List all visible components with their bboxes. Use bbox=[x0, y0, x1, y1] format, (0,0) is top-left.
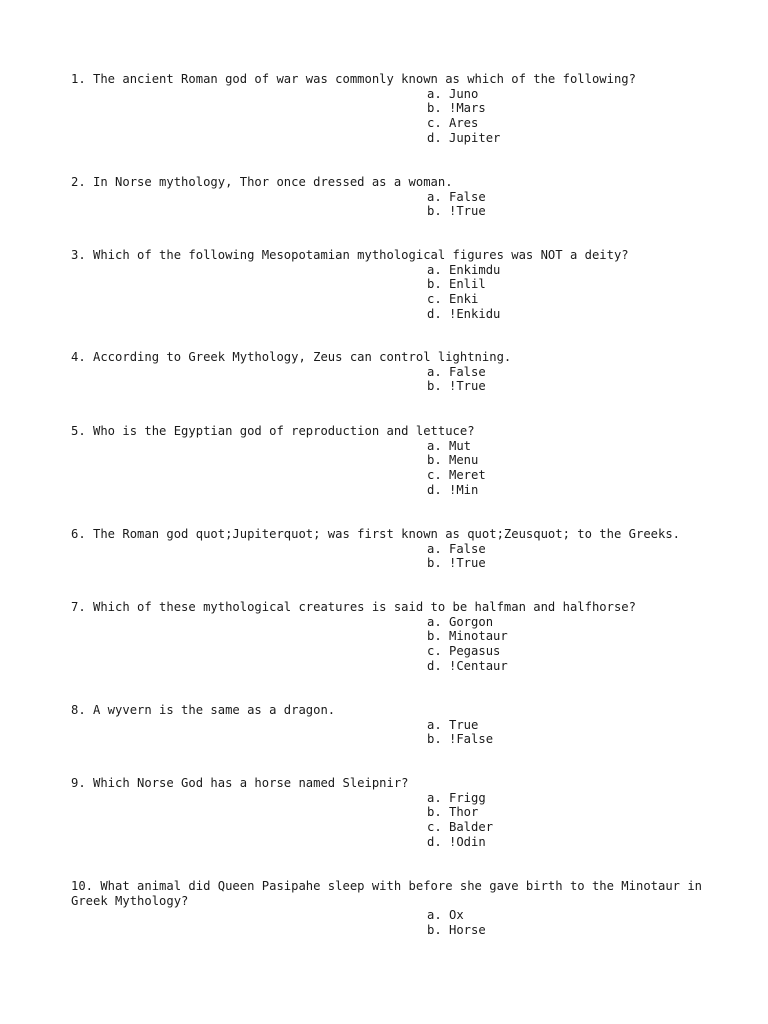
question-7 bbox=[71, 600, 711, 674]
question-text: 10. What animal did Queen Pasipahe sleep with before she gave birth to the Minotaur in Greek Mythology? bbox=[71, 879, 710, 908]
answer-option: a. Juno bbox=[427, 86, 479, 101]
question-10 bbox=[71, 879, 711, 938]
question-1 bbox=[71, 72, 711, 146]
answer-options bbox=[71, 365, 711, 394]
answer-option: c. Balder bbox=[427, 820, 494, 835]
question-3 bbox=[71, 248, 711, 322]
answer-options bbox=[71, 439, 711, 498]
answer-option: c. Ares bbox=[427, 116, 479, 131]
answer-option: a. Mut bbox=[427, 438, 472, 453]
question-5 bbox=[71, 424, 711, 498]
question-8 bbox=[71, 703, 711, 747]
answer-option: c. Pegasus bbox=[427, 644, 501, 659]
answer-option: b. Thor bbox=[427, 805, 479, 820]
question-text: 6. The Roman god quot;Jupiterquot; was first known as quot;Zeusquot; to the Greeks. bbox=[71, 527, 681, 541]
answer-options bbox=[71, 615, 711, 674]
answer-option: b. !Mars bbox=[427, 101, 486, 116]
answer-options bbox=[71, 791, 711, 850]
answer-option: a. Gorgon bbox=[427, 614, 494, 629]
answer-option: a. True bbox=[427, 717, 479, 732]
answer-option: b. Menu bbox=[427, 453, 479, 468]
answer-option: a. False bbox=[427, 189, 486, 204]
question-text: 7. Which of these mythological creatures is said to be halfman and halfhorse? bbox=[71, 600, 636, 614]
answer-option: d. !Enkidu bbox=[427, 306, 501, 321]
question-4 bbox=[71, 350, 711, 394]
question-2 bbox=[71, 175, 711, 219]
answer-option: a. False bbox=[427, 364, 486, 379]
question-text: 4. According to Greek Mythology, Zeus can control lightning. bbox=[71, 350, 512, 364]
answer-options bbox=[71, 263, 711, 322]
answer-option: a. Frigg bbox=[427, 790, 486, 805]
answer-option: a. Ox bbox=[427, 908, 464, 923]
answer-option: c. Enki bbox=[427, 292, 479, 307]
question-text: 9. Which Norse God has a horse named Sleipnir? bbox=[71, 776, 409, 790]
answer-option: b. !False bbox=[427, 732, 494, 747]
answer-options bbox=[71, 908, 711, 937]
answer-option: b. Enlil bbox=[427, 277, 486, 292]
answer-options bbox=[71, 542, 711, 571]
answer-option: b. Horse bbox=[427, 923, 486, 938]
answer-option: b. Minotaur bbox=[427, 629, 508, 644]
answer-option: b. !True bbox=[427, 204, 486, 219]
question-text: 5. Who is the Egyptian god of reproduction and lettuce? bbox=[71, 424, 475, 438]
question-text: 2. In Norse mythology, Thor once dressed as a woman. bbox=[71, 175, 453, 189]
question-9 bbox=[71, 776, 711, 850]
answer-option: a. False bbox=[427, 541, 486, 556]
question-text: 3. Which of the following Mesopotamian mythological figures was NOT a deity? bbox=[71, 248, 629, 262]
answer-option: d. Jupiter bbox=[427, 130, 501, 145]
question-6 bbox=[71, 527, 711, 571]
answer-option: d. !Centaur bbox=[427, 658, 508, 673]
answer-option: d. !Odin bbox=[427, 834, 486, 849]
answer-option: d. !Min bbox=[427, 482, 479, 497]
answer-option: b. !True bbox=[427, 556, 486, 571]
answer-option: c. Meret bbox=[427, 468, 486, 483]
answer-option: b. !True bbox=[427, 379, 486, 394]
answer-options bbox=[71, 87, 711, 146]
answer-options bbox=[71, 718, 711, 747]
question-text: 1. The ancient Roman god of war was commonly known as which of the following? bbox=[71, 72, 636, 86]
answer-options bbox=[71, 190, 711, 219]
question-text: 8. A wyvern is the same as a dragon. bbox=[71, 703, 336, 717]
answer-option: a. Enkimdu bbox=[427, 262, 501, 277]
